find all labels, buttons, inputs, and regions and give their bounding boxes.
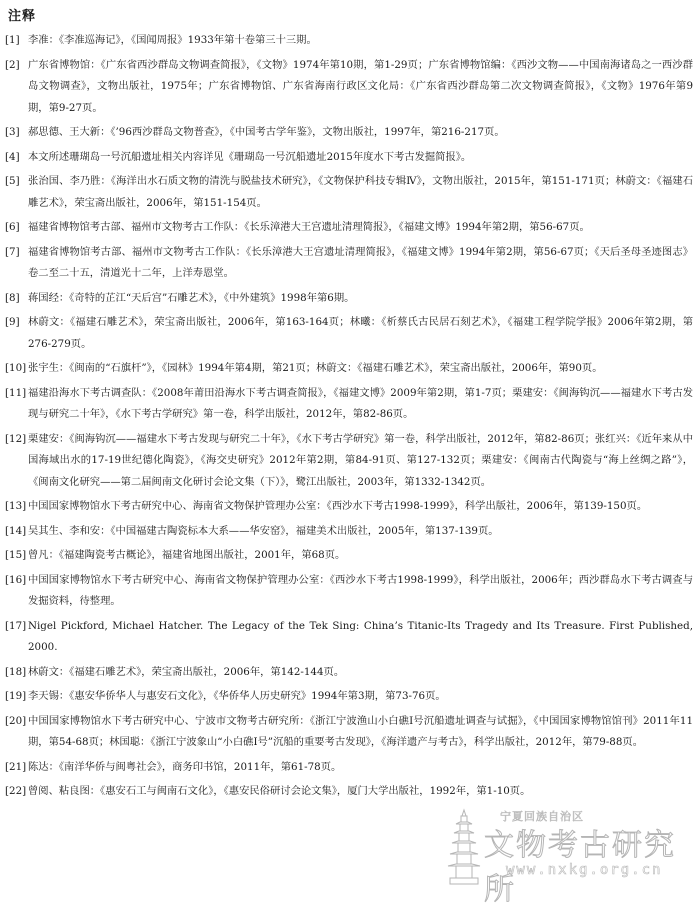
- note-item: [5, 171, 693, 214]
- note-number: [21]: [5, 760, 27, 773]
- note-item: [5, 521, 693, 543]
- note-number: [3]: [5, 126, 20, 138]
- note-item: [5, 383, 693, 426]
- note-text: 福建省博物馆考古部、福州市文物考古工作队：《长乐漳港大王宫遗址清理简报》，《福建文博》1994年第2期，第56-67页；《天后圣母圣迹图志》卷二至二十五，清道光十二年，上洋寿恩堂。: [28, 245, 693, 279]
- note-number: [1]: [5, 34, 20, 46]
- note-item: [5, 55, 693, 120]
- institute-watermark: [442, 808, 694, 907]
- note-item: [5, 30, 693, 52]
- note-number: [8]: [5, 291, 20, 304]
- note-text: 林蔚文：《福建石雕艺术》，荣宝斋出版社，2006年，第163-164页；林曦：《析蔡氏古民居石刻艺术》，《福建工程学院学报》2006年第2期，第276-279页。: [28, 316, 693, 350]
- note-text: 郝思德、王大新：《’96西沙群岛文物普查》，《中国考古学年鉴》，文物出版社，1997年，第216-217页。: [28, 126, 505, 138]
- note-number: [18]: [5, 665, 27, 678]
- note-text: 蒋国经：《奇特的芷江“天后宫”石雕艺术》，《中外建筑》1998年第6期。: [28, 291, 355, 304]
- note-text: 本文所述珊瑚岛一号沉船遗址相关内容详见《珊瑚岛一号沉船遗址2015年度水下考古发掘简报》。: [28, 150, 472, 163]
- note-item: [5, 686, 693, 708]
- note-item: [5, 545, 693, 567]
- note-number: [6]: [5, 221, 20, 233]
- note-text: 中国国家博物馆水下考古研究中心、海南省文物保护管理办公室：《西沙水下考古1998-1999》，科学出版社，2006年，第139-150页。: [28, 500, 648, 512]
- watermark-url: www.nxkg.org.cn: [506, 862, 663, 878]
- note-text: 广东省博物馆：《广东省西沙群岛文物调查简报》，《文物》1974年第10期，第1-29页；广东省博物馆编：《西沙文物——中国南海诸岛之一西沙群岛文物调查》，文物出版社，1975年；广东省博物馆、广东省海南行政区文化局：《广东省西沙群岛第二次文物调查简报》，《文物》1976年第9期，第9-27页。: [28, 58, 693, 114]
- note-item: [5, 781, 693, 803]
- notes-list: [5, 30, 693, 806]
- note-text: 福建沿海水下考古调查队：《2008年莆田沿海水下考古调查简报》，《福建文博》2009年第2期，第1-7页；栗建安：《闽海钩沉——福建水下考古发现与研究二十年》，《水下考古学研究》第一卷，科学出版社，2012年，第82-86页。: [28, 386, 693, 420]
- note-number: [20]: [5, 714, 27, 727]
- note-text: 李准：《李准巡海记》，《国闻周报》1933年第十卷第三十三期。: [28, 34, 317, 46]
- note-item: [5, 122, 693, 144]
- note-text: 陈达：《南洋华侨与闽粤社会》，商务印书馆，2011年，第61-78页。: [28, 760, 342, 773]
- note-item: [5, 429, 693, 494]
- note-number: [9]: [5, 316, 20, 328]
- note-item: [5, 757, 693, 779]
- note-item: [5, 496, 693, 518]
- note-text: 曾阅、粘良图：《惠安石工与闽南石文化》，《惠安民俗研讨会论文集》，厦门大学出版社，1992年，第1-10页。: [28, 785, 531, 797]
- note-text: 林蔚文：《福建石雕艺术》，荣宝斋出版社，2006年，第142-144页。: [28, 665, 345, 678]
- note-number: [22]: [5, 785, 27, 797]
- note-number: [10]: [5, 362, 27, 374]
- note-number: [13]: [5, 500, 27, 512]
- note-text: 吴其生、李和安：《中国福建古陶瓷标本大系——华安窑》，福建美术出版社，2005年，第137-139页。: [28, 524, 499, 537]
- note-number: [14]: [5, 524, 27, 537]
- note-text: 李天锡：《惠安华侨华人与惠安石文化》，《华侨华人历史研究》1994年第3期，第73-76页。: [28, 690, 446, 702]
- note-item: [5, 147, 693, 169]
- note-item: [5, 711, 693, 754]
- note-item: [5, 616, 693, 659]
- note-number: [15]: [5, 549, 27, 561]
- note-number: [2]: [5, 58, 20, 71]
- notes-heading: 注释: [8, 9, 37, 24]
- note-item: [5, 288, 693, 310]
- note-text: Nigel Pickford, Michael Hatcher. The Legacy of the Tek Sing: China’s Titanic-Its Tragedy and Its Treasure. First Published, 2000.: [28, 619, 693, 653]
- note-item: [5, 358, 693, 380]
- note-number: [11]: [5, 386, 27, 399]
- note-item: [5, 242, 693, 285]
- note-item: [5, 217, 693, 239]
- note-text: 中国国家博物馆水下考古研究中心、宁波市文物考古研究所：《浙江宁波渔山小白礁Ⅰ号沉船遗址调查与试掘》，《中国国家博物馆馆刊》2011年11期，第54-68页；林国聪：《浙江宁波象山“小白礁Ⅰ号”沉船的重要考古发现》，《海洋遗产与考古》，科学出版社，2012年，第79-88页。: [28, 714, 693, 748]
- note-item: [5, 662, 693, 684]
- note-text: 中国国家博物馆水下考古研究中心、海南省文物保护管理办公室：《西沙水下考古1998-1999》，科学出版社，2006年；西沙群岛水下考古调查与发掘资料，待整理。: [28, 573, 693, 607]
- note-number: [19]: [5, 690, 27, 702]
- note-number: [5]: [5, 175, 20, 187]
- note-number: [12]: [5, 432, 27, 445]
- note-item: [5, 570, 693, 613]
- pagoda-icon: [442, 808, 486, 888]
- note-number: [4]: [5, 150, 20, 163]
- note-text: 张治国、李乃胜：《海洋出水石质文物的清洗与脱盐技术研究》，《文物保护科技专辑Ⅳ》，文物出版社，2015年，第151-171页；林蔚文：《福建石雕艺术》，荣宝斋出版社，2006年，第151-154页。: [28, 175, 693, 209]
- note-text: 福建省博物馆考古部、福州市文物考古工作队：《长乐漳港大王宫遗址清理简报》，《福建文博》1994年第2期，第56-67页。: [28, 221, 590, 233]
- note-text: 张宇生：《闽南的“石旗杆”》，《园林》1994年第4期，第21页；林蔚文：《福建石雕艺术》，荣宝斋出版社，2006年，第90页。: [28, 362, 603, 374]
- note-number: [7]: [5, 245, 20, 258]
- note-text: 曾凡：《福建陶瓷考古概论》，福建省地图出版社，2001年，第68页。: [28, 549, 346, 561]
- note-item: [5, 312, 693, 355]
- note-number: [17]: [5, 619, 27, 632]
- note-number: [16]: [5, 573, 27, 586]
- note-text: 栗建安：《闽海钩沉——福建水下考古发现与研究二十年》，《水下考古学研究》第一卷，科学出版社，2012年，第82-86页；张红兴：《近年来从中国海域出水的17-19世纪德化陶瓷》，《海交史研究》2012年第2期，第84-91页、第127-132页；栗建安：《闽南古代陶瓷与“海上丝绸之路”》，《闽南文化研究——第二届闽南文化研讨会论文集（下）》，鹭江出版社，2003年，第1332-1342页。: [28, 432, 693, 488]
- watermark-region: 宁夏回族自治区: [500, 810, 584, 823]
- watermark-institute-name: 文物考古研究所: [484, 828, 676, 907]
